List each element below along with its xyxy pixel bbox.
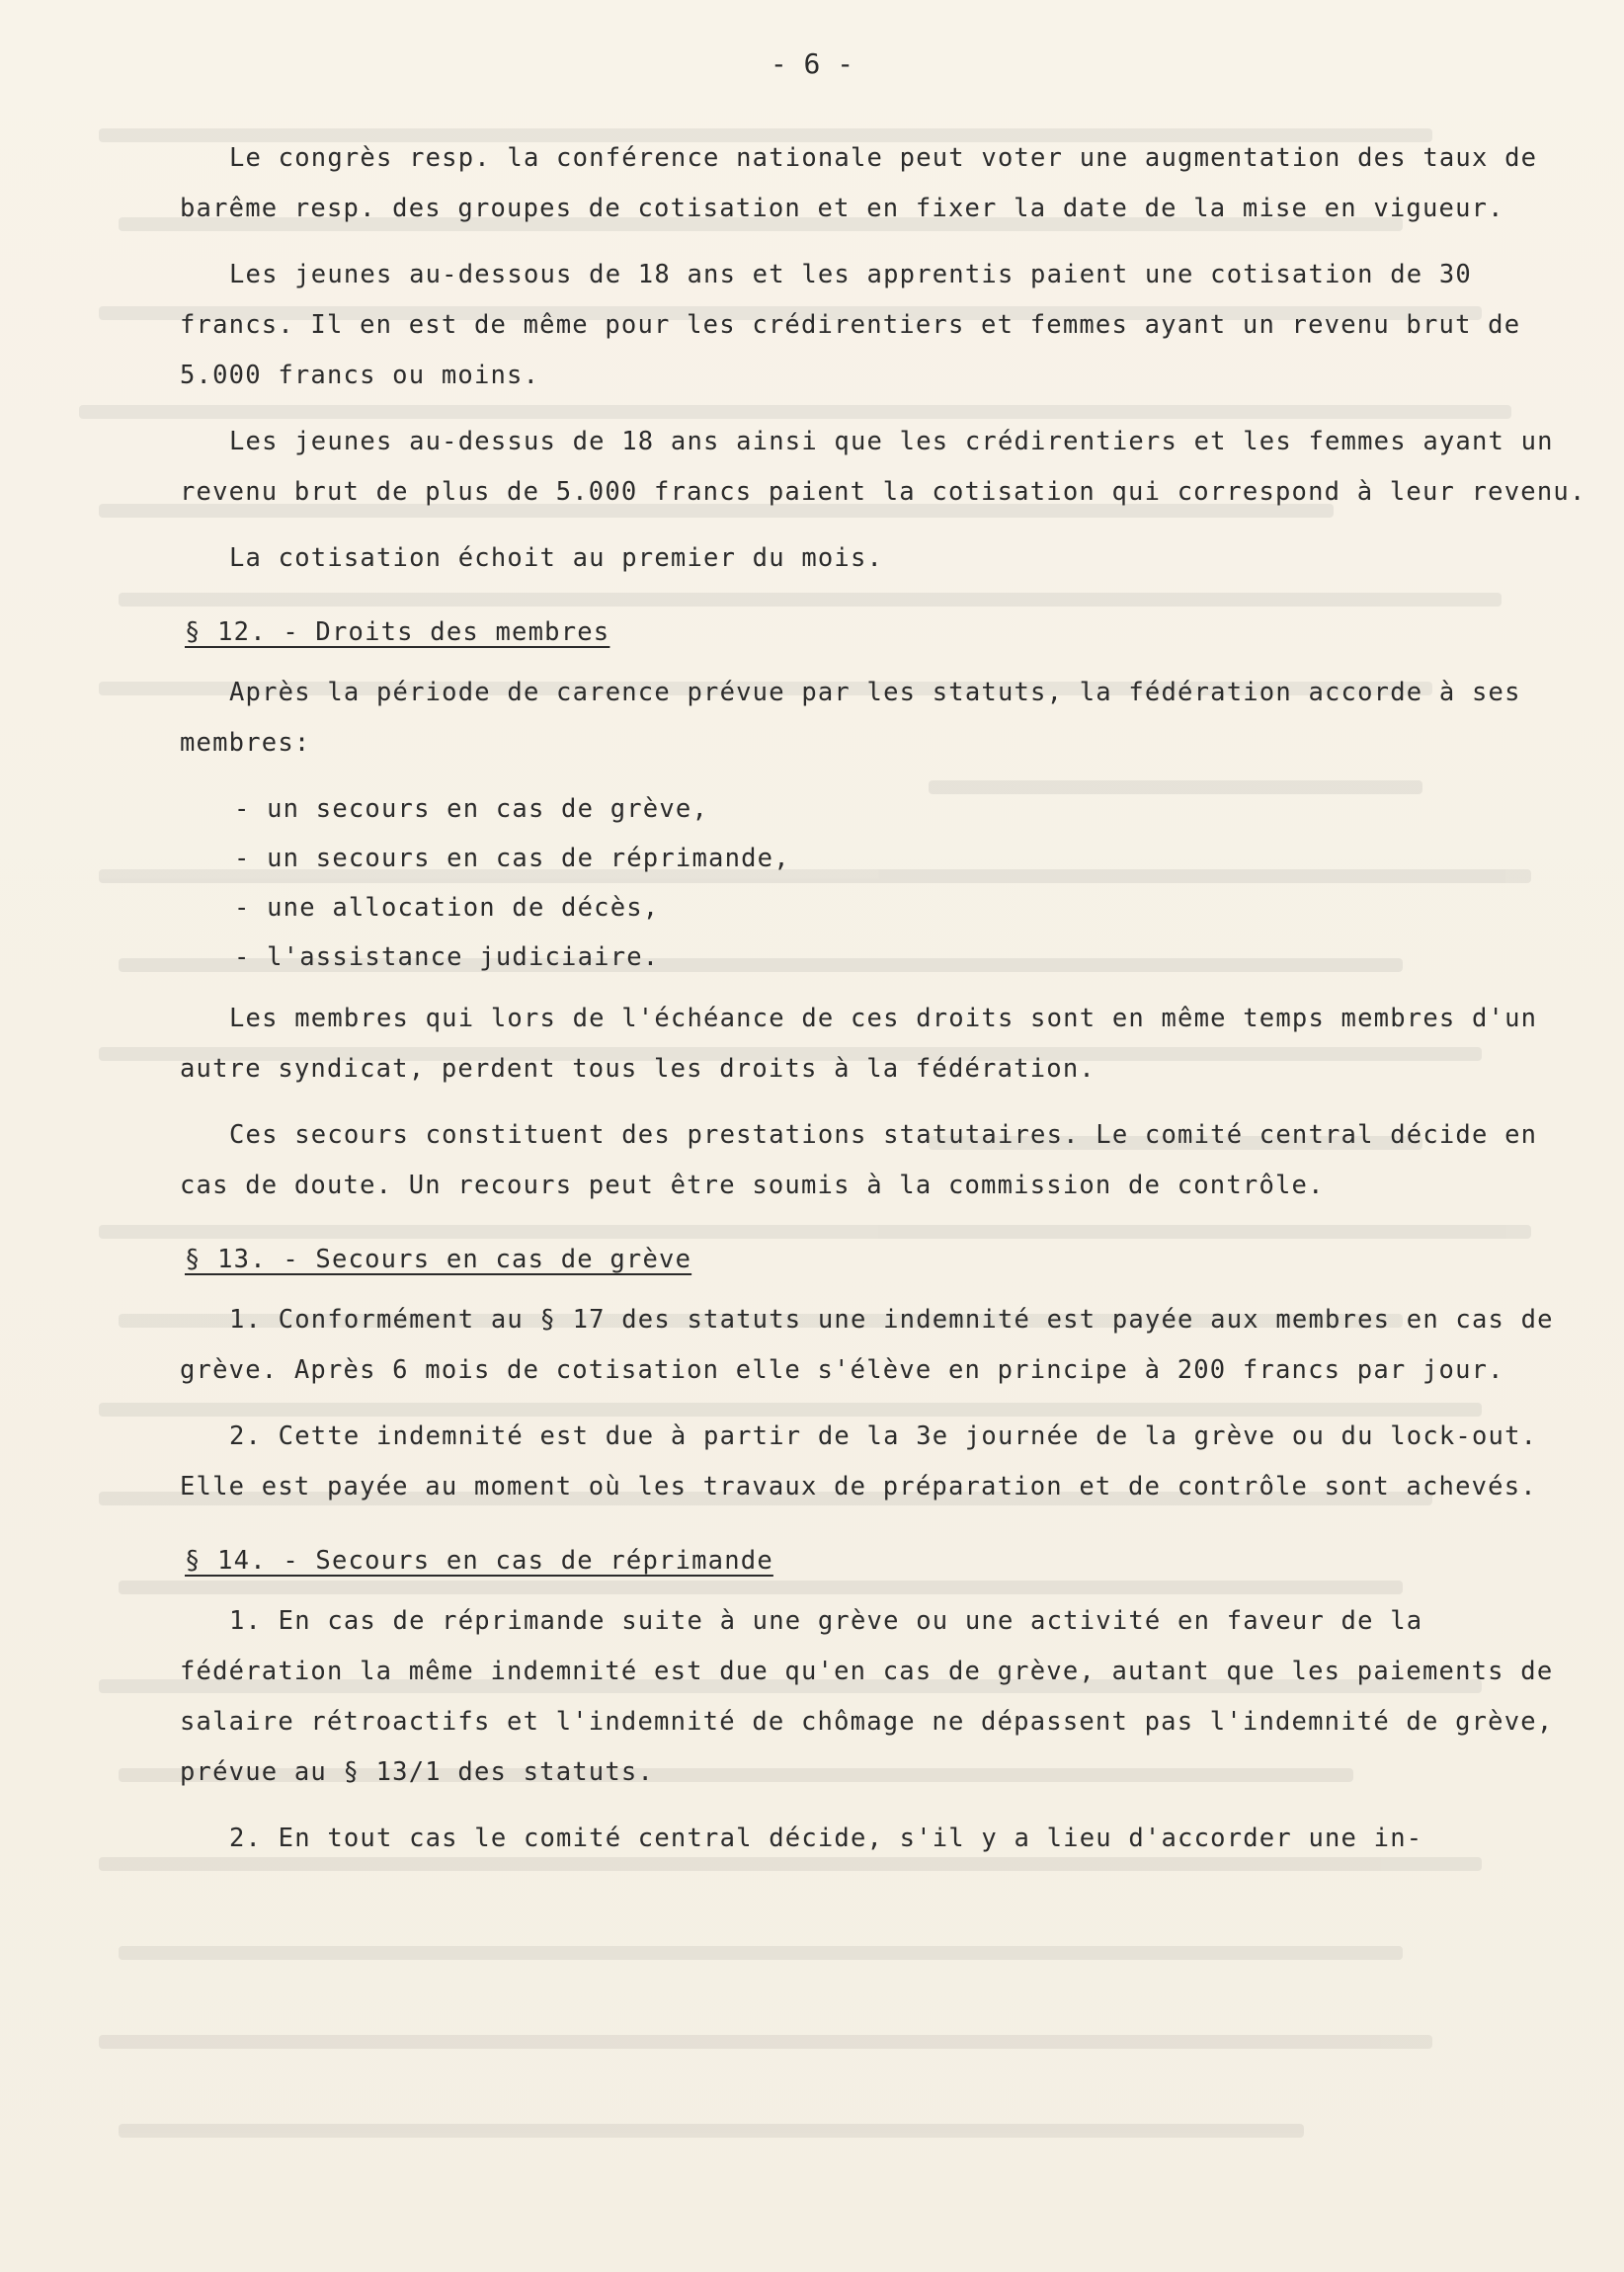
section-14-paragraph-1: 1. En cas de réprimande suite à une grève ou une activité en faveur de la fédération la même indemnité est due qu'en cas de grève, autant que les paiements de salaire rétroactifs et l'indemnité de chômage ne dépassent pas l'indemnité de grève, prévue au § 13/1 des statuts.	[180, 1606, 1554, 1787]
section-13-paragraph-2: 2. Cette indemnité est due à partir de la 3e journée de la grève ou du lock-out. Elle est payée au moment où les travaux de préparation et de contrôle sont achevés.	[180, 1421, 1538, 1501]
section-14-paragraph-2: 2. En tout cas le comité central décide, s'il y a lieu d'accorder une in-	[229, 1824, 1423, 1853]
section-14-heading: § 14. - Secours en cas de réprimande	[185, 1546, 773, 1576]
section-13-heading: § 13. - Secours en cas de grève	[185, 1245, 692, 1274]
section-12-statutory: Ces secours constituent des prestations statutaires. Le comité central décide en cas de doute. Un recours peut être soumis à la commission de contrôle.	[180, 1120, 1538, 1200]
paragraph-congress-vote: Le congrès resp. la conférence nationale peut voter une augmentation des taux de barême resp. des groupes de cotisation et en fixer la date de la mise en vigueur.	[180, 143, 1538, 223]
benefits-list	[180, 784, 1592, 982]
page-number: - 6 -	[770, 47, 854, 80]
paragraph-youth-over-18: Les jeunes au-dessus de 18 ans ainsi que les crédirentiers et les femmes ayant un revenu brut de plus de 5.000 francs paient la cotisation qui correspond à leur revenu.	[180, 427, 1586, 507]
section-12-heading: § 12. - Droits des membres	[185, 617, 610, 647]
document-body	[180, 133, 1592, 1880]
paragraph-due-date: La cotisation échoit au premier du mois.	[229, 543, 884, 573]
section-12-other-union: Les membres qui lors de l'échéance de ces droits sont en même temps membres d'un autre syndicat, perdent tous les droits à la fédération.	[180, 1004, 1538, 1084]
section-13-paragraph-1: 1. Conformément au § 17 des statuts une indemnité est payée aux membres en cas de grève. Après 6 mois de cotisation elle s'élève en principe à 200 francs par jour.	[180, 1305, 1554, 1385]
section-12-intro: Après la période de carence prévue par les statuts, la fédération accorde à ses membres:	[180, 678, 1521, 758]
list-item: - une allocation de décès,	[234, 893, 660, 923]
list-item: - l'assistance judiciaire.	[234, 942, 660, 972]
paragraph-youth-contribution: Les jeunes au-dessous de 18 ans et les apprentis paient une cotisation de 30 francs. Il en est de même pour les crédirentiers et femmes ayant un revenu brut de 5.000 francs ou moins.	[180, 260, 1521, 390]
list-item: - un secours en cas de grève,	[234, 794, 709, 824]
list-item: - un secours en cas de réprimande,	[234, 844, 790, 873]
